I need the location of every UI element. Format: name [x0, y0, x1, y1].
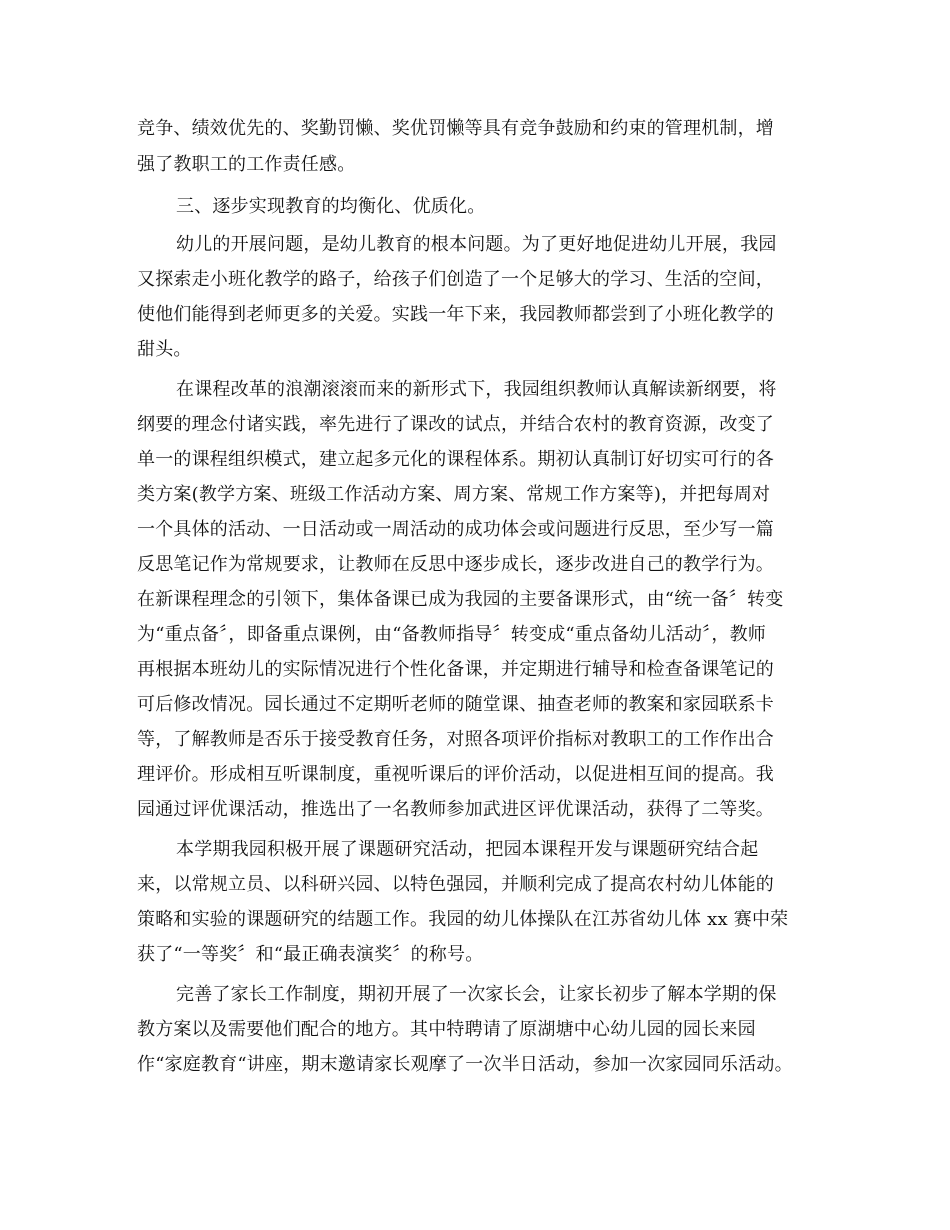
text-line: 幼儿的开展问题，是幼儿教育的根本问题。为了更好地促进幼儿开展，我园 — [176, 234, 777, 255]
text-line: 强了教职工的工作责任感。 — [137, 154, 356, 175]
text-line: 再根据本班幼儿的实际情况进行个性化备课，并定期进行辅导和检查备课笔记的 — [137, 659, 774, 680]
text-line: 理评价。形成相互听课制度，重视听课后的评价活动，以促进相互间的提高。我 — [137, 764, 774, 785]
text-line: 本学期我园积极开展了课题研究活动，把园本课程开发与课题研究结合起 — [176, 839, 759, 860]
text-line: 可后修改情况。园长通过不定期听老师的随堂课、抽查老师的教案和家园联系卡 — [137, 694, 774, 715]
text-line: 为“重点备〞，即备重点课例，由“备教师指导〞转变成“重点备幼儿活动〞，教师 — [137, 624, 767, 645]
text-line: 又探索走小班化教学的路子，给孩子们创造了一个足够大的学习、生活的空间， — [137, 269, 774, 290]
text-line: 单一的课程组织模式，建立起多元化的课程体系。期初认真制订好切实可行的各 — [137, 449, 774, 470]
text-line: 来，以常规立员、以科研兴园、以特色强园，并顺利完成了提高农村幼儿体能的 — [137, 874, 774, 895]
text-line: 作“家庭教育“讲座，期末邀请家长观摩了一次半日活动，参加一次家园同乐活动。 — [137, 1054, 793, 1075]
text-line: 园通过评优课活动，推选出了一名教师参加武进区评优课活动，获得了二等奖。 — [137, 799, 774, 820]
text-line: 等，了解教师是否乐于接受教育任务，对照各项评价指标对教职工的工作作出合 — [137, 729, 774, 750]
text-line: 纲要的理念付诸实践，率先进行了课改的试点，并结合农村的教育资源，改变了 — [137, 414, 774, 435]
text-line: 类方案(教学方案、班级工作活动方案、周方案、常规工作方案等)，并把每周对 — [137, 484, 771, 505]
text-line: 反思笔记作为常规要求，让教师在反思中逐步成长，逐步改进自己的教学行为。 — [137, 554, 774, 575]
text-line: 使他们能得到老师更多的关爱。实践一年下来，我园教师都尝到了小班化教学的 — [137, 304, 774, 325]
text-line: 一个具体的活动、一日活动或一周活动的成功体会或问题进行反思，至少写一篇 — [137, 519, 774, 540]
text-line: 策略和实验的课题研究的结题工作。我园的幼儿体操队在江苏省幼儿体 xx 赛中荣 — [137, 909, 789, 930]
text-line: 在课程改革的浪潮滚滚而来的新形式下，我园组织教师认真解读新纲要，将 — [176, 379, 777, 400]
text-line: 教方案以及需要他们配合的地方。其中特聘请了原湖塘中心幼儿园的园长来园 — [137, 1019, 756, 1040]
text-line: 完善了家长工作制度，期初开展了一次家长会，让家长初步了解本学期的保 — [176, 984, 777, 1005]
text-line: 甜头。 — [137, 339, 192, 360]
text-line: 竞争、绩效优先的、奖勤罚懒、奖优罚懒等具有竞争鼓励和约束的管理机制，增 — [137, 118, 774, 139]
section-heading: 三、逐步实现教育的均衡化、优质化。 — [176, 196, 486, 217]
text-line: 获了“一等奖〞和“最正确表演奖〞的称号。 — [137, 944, 484, 965]
text-line: 在新课程理念的引领下，集体备课已成为我园的主要备课形式，由“统一备〞转变 — [137, 589, 784, 610]
